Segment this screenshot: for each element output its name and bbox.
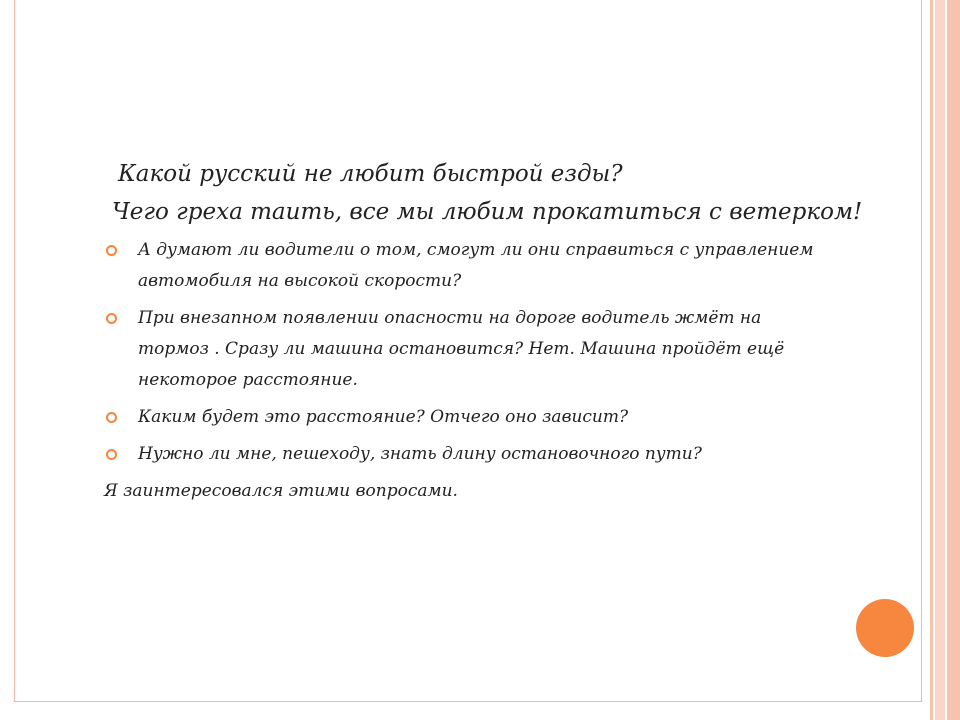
bullet-list <box>104 235 864 470</box>
bullet-item <box>104 439 828 470</box>
heading-line-2: Чего греха таить, все мы любим прокатиться с ветерком! <box>112 199 863 225</box>
bullet-text: А думают ли водители о том, смогут ли они справиться с управлением автомобиля на высокой скорости? <box>138 240 814 291</box>
side-stripe-edge <box>947 0 960 720</box>
side-stripe-thin <box>930 0 933 720</box>
orange-circle-decoration <box>856 599 914 657</box>
closing-line: Я заинтересовался этими вопросами. <box>104 481 458 501</box>
bullet-text: Нужно ли мне, пешеходу, знать длину остановочного пути? <box>138 444 702 464</box>
bullet-text: При внезапном появлении опасности на дороге водитель жмёт на тормоз . Сразу ли машина остановится? Нет. Машина пройдёт ещё некоторое расстояние. <box>138 308 785 390</box>
side-stripe-light <box>935 0 945 720</box>
bullet-text: Каким будет это расстояние? Отчего оно зависит? <box>138 407 629 427</box>
slide-content <box>104 155 864 507</box>
bullet-item <box>104 303 828 396</box>
ring-bullet-icon <box>106 449 117 460</box>
ring-bullet-icon <box>106 412 117 423</box>
ring-bullet-icon <box>106 245 117 256</box>
bullet-item <box>104 402 828 433</box>
heading-line-1: Какой русский не любит быстрой езды? <box>118 161 623 187</box>
ring-bullet-icon <box>106 313 117 324</box>
bullet-item <box>104 235 828 297</box>
